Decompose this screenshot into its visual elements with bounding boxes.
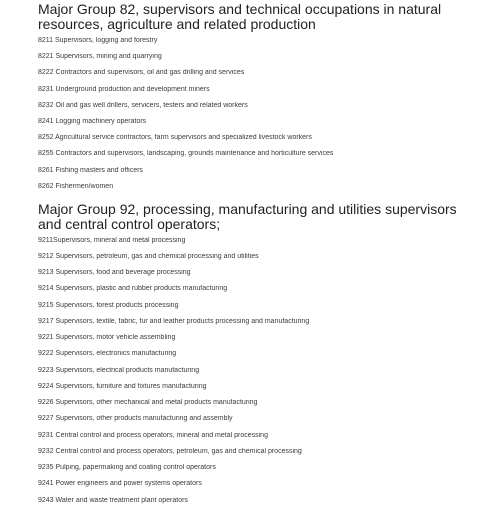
list-item: 9235 Pulping, papermaking and coating control operators bbox=[38, 464, 216, 472]
major-group-92-heading: Major Group 92, processing, manufacturing and utilities supervisors and central control operators; bbox=[38, 200, 457, 232]
list-item: 9243 Water and waste treatment plant operators bbox=[38, 496, 188, 504]
list-item: 9241 Power engineers and power systems operators bbox=[38, 480, 202, 488]
list-item: 9226 Supervisors, other mechanical and metal products manufacturing bbox=[38, 399, 258, 407]
list-item: 8261 Fishing masters and officers bbox=[38, 166, 143, 174]
list-item: 8211 Supervisors, logging and forestry bbox=[38, 37, 158, 44]
list-item: 9212 Supervisors, petroleum, gas and chemical processing and utilities bbox=[38, 252, 259, 260]
list-item: 9213 Supervisors, food and beverage processing bbox=[38, 269, 191, 277]
list-item: 9215 Supervisors, forest products processing bbox=[38, 301, 179, 309]
list-item: 9217 Supervisors, textile, fabric, fur and leather products processing and manufacturing bbox=[38, 317, 310, 325]
list-item: 8241 Logging machinery operators bbox=[38, 117, 147, 125]
list-item: 8232 Oil and gas well drillers, servicers, testers and related workers bbox=[38, 101, 248, 109]
list-item: 9224 Supervisors, furniture and fixtures manufacturing bbox=[38, 382, 207, 390]
list-item: 9232 Central control and process operators, petroleum, gas and chemical processing bbox=[38, 447, 302, 455]
list-item: 9222 Supervisors, electronics manufacturing bbox=[38, 350, 177, 358]
list-item: 8221 Supervisors, mining and quarrying bbox=[38, 53, 162, 61]
list-item: 9221 Supervisors, motor vehicle assembling bbox=[38, 334, 176, 342]
list-item: 8231 Underground production and development miners bbox=[38, 85, 210, 93]
list-item: 8255 Contractors and supervisors, landscaping, grounds maintenance and horticulture services bbox=[38, 150, 334, 158]
list-item: 9227 Supervisors, other products manufacturing and assembly bbox=[38, 415, 233, 423]
list-item: 9223 Supervisors, electrical products manufacturing bbox=[38, 366, 200, 374]
list-item: 8222 Contractors and supervisors, oil and gas drilling and services bbox=[38, 69, 245, 77]
major-group-82-list bbox=[38, 37, 474, 191]
list-item: 8252 Agricultural service contractors, farm supervisors and specialized livestock workers bbox=[38, 134, 312, 142]
major-group-92-list bbox=[38, 237, 474, 505]
list-item: 8262 Fishermen/women bbox=[38, 182, 114, 190]
list-item: 9214 Supervisors, plastic and rubber products manufacturing bbox=[38, 285, 228, 293]
major-group-82-heading: Major Group 82, supervisors and technical occupations in natural resources, agriculture and related production bbox=[38, 1, 442, 32]
list-item: 9231 Central control and process operators, mineral and metal processing bbox=[38, 431, 268, 439]
list-item: 9211Supervisors, mineral and metal processing bbox=[38, 236, 186, 244]
